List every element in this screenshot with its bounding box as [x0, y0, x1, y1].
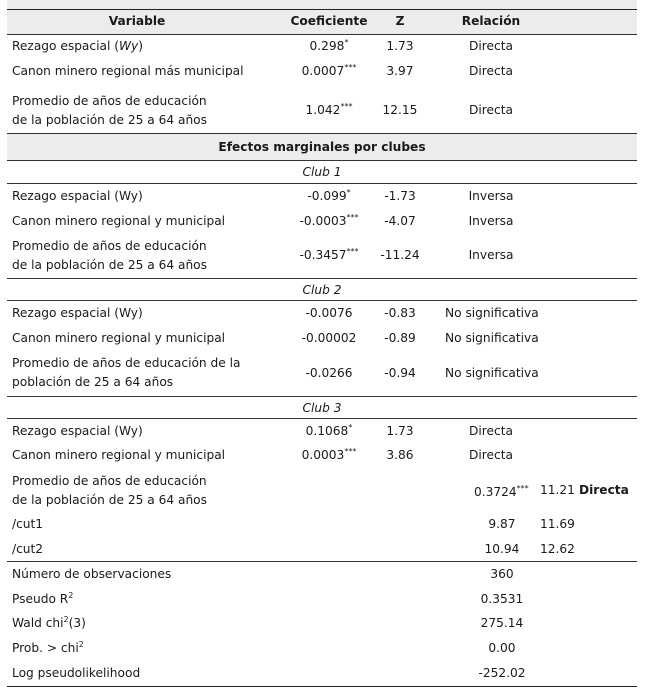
- club2-title: Club 2: [302, 283, 342, 297]
- z-cell: 11.21: [540, 483, 575, 497]
- relation-cell: Inversa: [468, 214, 514, 228]
- section-rule: [7, 418, 637, 419]
- club3-title: Club 3: [302, 401, 342, 415]
- header-coeficiente: Coeficiente: [290, 14, 368, 28]
- coef-cell: 10.94: [484, 542, 520, 556]
- relation-cell: No significativa: [445, 366, 539, 380]
- coef-cell: -0.00002: [301, 331, 357, 345]
- club3-title-row: [7, 397, 637, 419]
- coef-cell: -0.3457***: [299, 246, 359, 262]
- coef-cell: 0.3724***: [474, 483, 529, 499]
- coef-cell: 1.042***: [305, 101, 353, 117]
- relation-cell: Directa: [469, 39, 513, 53]
- relation-cell: Inversa: [468, 248, 514, 262]
- z-cell: 1.73: [386, 39, 414, 53]
- coef-cell: -0.0266: [305, 366, 353, 380]
- coef-cell: 0.1068*: [305, 422, 353, 438]
- regression-table: [7, 0, 637, 693]
- z-cell: -4.07: [384, 214, 416, 228]
- variable-cell: Rezago espacial (Wy): [12, 424, 143, 438]
- club1-title: Club 1: [302, 165, 342, 179]
- stat-value: 360: [490, 567, 514, 581]
- relation-cell: Inversa: [468, 189, 514, 203]
- table-header: [7, 0, 637, 34]
- stat-value: 275.14: [480, 616, 524, 630]
- stat-label: Número de observaciones: [12, 567, 172, 581]
- coef-cell: -0.0076: [305, 306, 353, 320]
- z-cell: 11.69: [540, 517, 575, 531]
- coef-cell: -0.099*: [307, 187, 351, 203]
- stat-value: 0.00: [488, 641, 516, 655]
- bottom-rule: [7, 686, 637, 687]
- relation-cell: Directa: [469, 64, 513, 78]
- header-relacion: Relación: [461, 14, 521, 28]
- section-rule: [7, 300, 637, 301]
- stat-label: Prob. > chi$^2$: [12, 639, 84, 655]
- section-rule: [7, 183, 637, 184]
- variable-cell-line1: Promedio de años de educación: [12, 239, 207, 253]
- z-cell: -11.24: [380, 248, 420, 262]
- variable-cell: Canon minero regional más municipal: [12, 64, 244, 78]
- header-z: Z: [395, 14, 405, 28]
- stat-label: Pseudo $R^2$: [12, 590, 74, 606]
- variable-cell-line2: de la población de 25 a 64 años: [12, 258, 207, 272]
- variable-cell: Canon minero regional y municipal: [12, 331, 226, 345]
- relation-cell: Directa: [469, 424, 513, 438]
- variable-cell: Canon minero regional y municipal: [12, 214, 226, 228]
- coef-cell: 0.298*: [309, 37, 349, 53]
- z-cell: -0.89: [384, 331, 416, 345]
- header-rule: [7, 34, 637, 35]
- z-cell: 12.62: [540, 542, 575, 556]
- club2-title-row: [7, 279, 637, 301]
- section-rule: [7, 561, 637, 562]
- club1-title-row: [7, 161, 637, 183]
- stat-label: Log pseudolikelihood: [12, 666, 141, 680]
- relation-cell: Directa: [579, 483, 629, 497]
- stat-label: Wald chi$^2$(3): [12, 614, 86, 630]
- relation-cell: Directa: [469, 103, 513, 117]
- variable-cell: /cut1: [12, 517, 44, 531]
- z-cell: -0.83: [384, 306, 416, 320]
- stat-value: -252.02: [478, 666, 526, 680]
- relation-cell: No significativa: [445, 306, 539, 320]
- variable-cell: /cut2: [12, 542, 44, 556]
- z-cell: 12.15: [382, 103, 418, 117]
- variable-cell-line1: Promedio de años de educación: [12, 94, 207, 108]
- z-cell: 1.73: [386, 424, 414, 438]
- z-cell: 3.86: [386, 448, 414, 462]
- coef-cell: -0.0003***: [299, 212, 359, 228]
- variable-cell-line1: Promedio de años de educación: [12, 474, 207, 488]
- variable-cell: Canon minero regional y municipal: [12, 448, 226, 462]
- stat-value: 0.3531: [480, 592, 524, 606]
- marginal-title: Efectos marginales por clubes: [218, 140, 426, 154]
- z-cell: 3.97: [386, 64, 414, 78]
- variable-cell-line2: de la población de 25 a 64 años: [12, 493, 207, 507]
- header-variable: Variable: [108, 14, 166, 28]
- coef-cell: 0.0007***: [301, 62, 357, 78]
- variable-cell-line2: de la población de 25 a 64 años: [12, 113, 207, 127]
- top-rule: [7, 9, 637, 10]
- variable-cell: Rezago espacial (Wy): [12, 39, 144, 53]
- marginal-title-row: [7, 134, 637, 160]
- relation-cell: Directa: [469, 448, 513, 462]
- coef-cell: 0.0003***: [301, 446, 357, 462]
- z-cell: -0.94: [384, 366, 416, 380]
- variable-cell: Rezago espacial (Wy): [12, 189, 143, 203]
- z-cell: -1.73: [384, 189, 416, 203]
- variable-cell-line2: población de 25 a 64 años: [12, 375, 174, 389]
- variable-cell-line1: Promedio de años de educación de la: [12, 356, 241, 370]
- variable-cell: Rezago espacial (Wy): [12, 306, 143, 320]
- relation-cell: No significativa: [445, 331, 539, 345]
- coef-cell: 9.87: [488, 517, 516, 531]
